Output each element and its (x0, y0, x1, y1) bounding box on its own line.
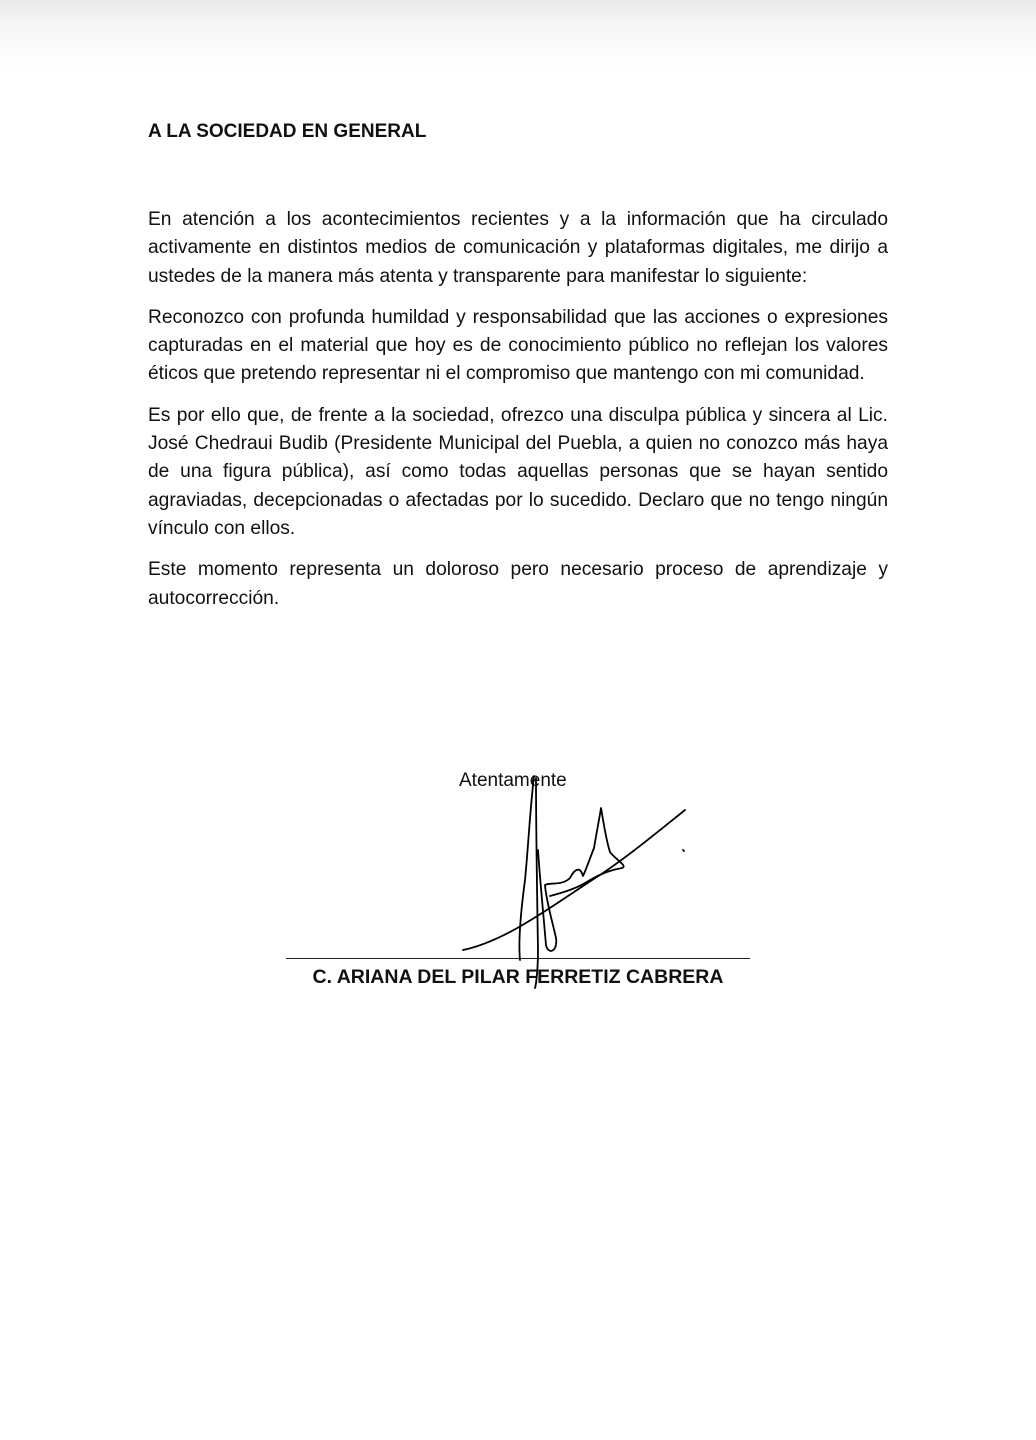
handwritten-signature (450, 770, 700, 990)
signer-name: C. ARIANA DEL PILAR FERRETIZ CABRERA (312, 966, 724, 988)
paragraph-acknowledgment: Reconozco con profunda humildad y responsabilidad que las acciones o expresiones capturadas en el material que hoy es de conocimiento público no reflejan los valores éticos que pretendo representar ni el compromiso que mantengo con mi comunidad. (148, 306, 888, 385)
scan-top-shadow (0, 0, 1036, 70)
letter-heading: A LA SOCIEDAD EN GENERAL (148, 121, 427, 142)
closing-salutation: Atentamente (459, 770, 567, 791)
paragraph-apology: Es por ello que, de frente a la sociedad, ofrezco una disculpa pública y sincera al Lic. José Chedraui Budib (Presidente Municipal del Puebla, a quien no conozco más haya de una figura pública), así como todas aquellas personas que se hayan sentido agraviadas, decepcionadas o afectadas por lo sucedido. Declaro que no tengo ningún vínculo con ellos. (148, 404, 888, 539)
paragraph-intro: En atención a los acontecimientos recientes y a la información que ha circulado activamente en distintos medios de comunicación y plataformas digitales, me dirijo a ustedes de la manera más atenta y transparente para manifestar lo siguiente: (148, 209, 888, 287)
letter-body (148, 118, 888, 613)
paragraph-closing-statement: Este momento representa un doloroso pero necesario proceso de aprendizaje y autocorrección. (148, 559, 888, 609)
